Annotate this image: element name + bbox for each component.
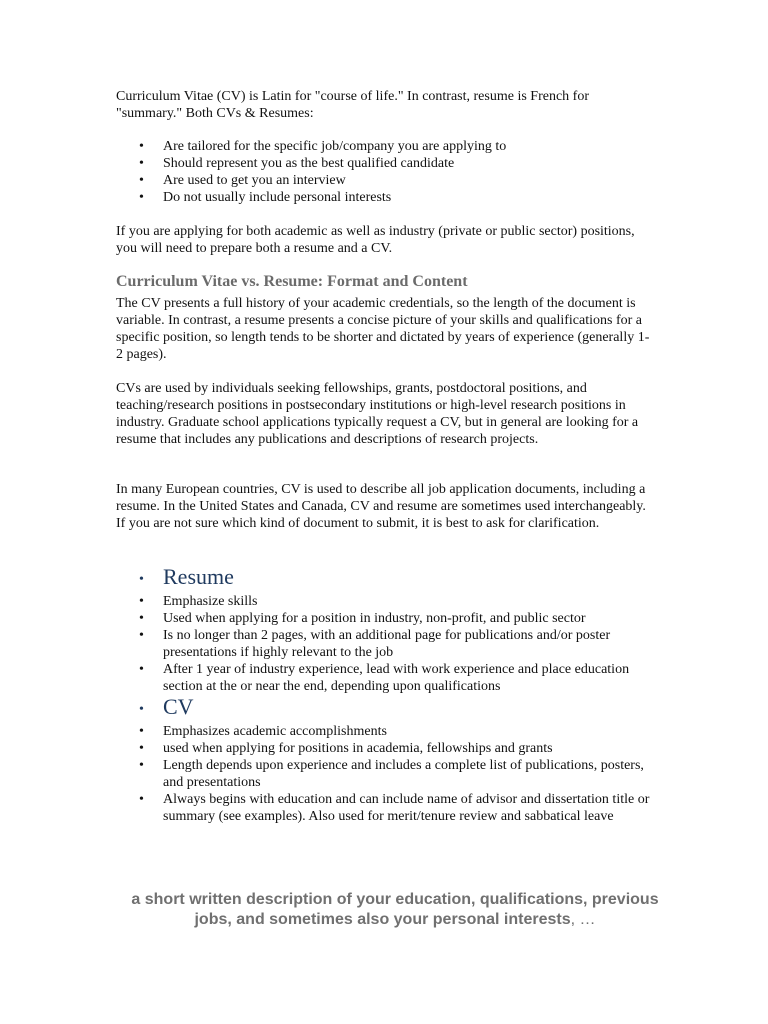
resume-heading: • Resume: [116, 564, 234, 590]
list-item: • Is no longer than 2 pages, with an additional page for publications and/or poster presentations if highly relevant to the job: [116, 627, 656, 661]
cv-heading-list: [116, 694, 194, 720]
cv-heading: • CV: [116, 694, 194, 720]
usage-paragraph: CVs are used by individuals seeking fellowships, grants, postdoctoral positions, and teaching/research positions in postsecondary institutions or high-level research positions in industry. Graduate school applications typically request a CV, but in general are looking for a resume that includes any publications and descriptions of research projects.: [116, 381, 639, 447]
list-item: • Are tailored for the specific job/company you are applying to: [116, 138, 656, 155]
format-paragraph: The CV presents a full history of your academic credentials, so the length of the document is variable. In contrast, a resume presents a concise picture of your skills and qualifications for a specific position, so length tends to be shorter and dictated by years of experience (generally 1-2 pages).: [116, 296, 650, 362]
list-item: • Used when applying for a position in industry, non-profit, and public sector: [116, 610, 656, 627]
list-item: • Do not usually include personal interests: [116, 189, 656, 206]
resume-heading-list: [116, 564, 234, 590]
list-item: • Always begins with education and can include name of advisor and dissertation title or summary (see examples). Also used for merit/tenure review and sabbatical leave: [116, 791, 656, 825]
resume-list: [116, 593, 656, 695]
list-item: • Length depends upon experience and includes a complete list of publications, posters, and presentations: [116, 757, 656, 791]
list-item: • Emphasize skills: [116, 593, 656, 610]
intro-paragraph: Curriculum Vitae (CV) is Latin for "course of life." In contrast, resume is French for "summary." Both CVs & Resumes:: [116, 89, 589, 121]
list-item: • Are used to get you an interview: [116, 172, 656, 189]
europe-paragraph: In many European countries, CV is used to describe all job application documents, including a resume. In the United States and Canada, CV and resume are sometimes used interchangeably. If you are not sure which kind of document to submit, it is best to ask for clarification.: [116, 482, 646, 531]
common-traits-list: [116, 138, 656, 206]
cv-list: [116, 723, 656, 825]
list-item: • After 1 year of industry experience, lead with work experience and place education section at the or near the end, depending upon qualifications: [116, 661, 656, 695]
list-item: • Should represent you as the best qualified candidate: [116, 155, 656, 172]
applying-paragraph: If you are applying for both academic as well as industry (private or public sector) positions, you will need to prepare both a resume and a CV.: [116, 224, 635, 256]
section-heading: Curriculum Vitae vs. Resume: Format and Content: [116, 273, 468, 290]
ellipsis: , …: [570, 911, 596, 928]
definition-caption: [130, 890, 660, 930]
definition-text: a short written description of your education, qualifications, previous jobs, and sometimes also your personal interests: [131, 891, 659, 928]
list-item: • Emphasizes academic accomplishments: [116, 723, 656, 740]
list-item: • used when applying for positions in academia, fellowships and grants: [116, 740, 656, 757]
